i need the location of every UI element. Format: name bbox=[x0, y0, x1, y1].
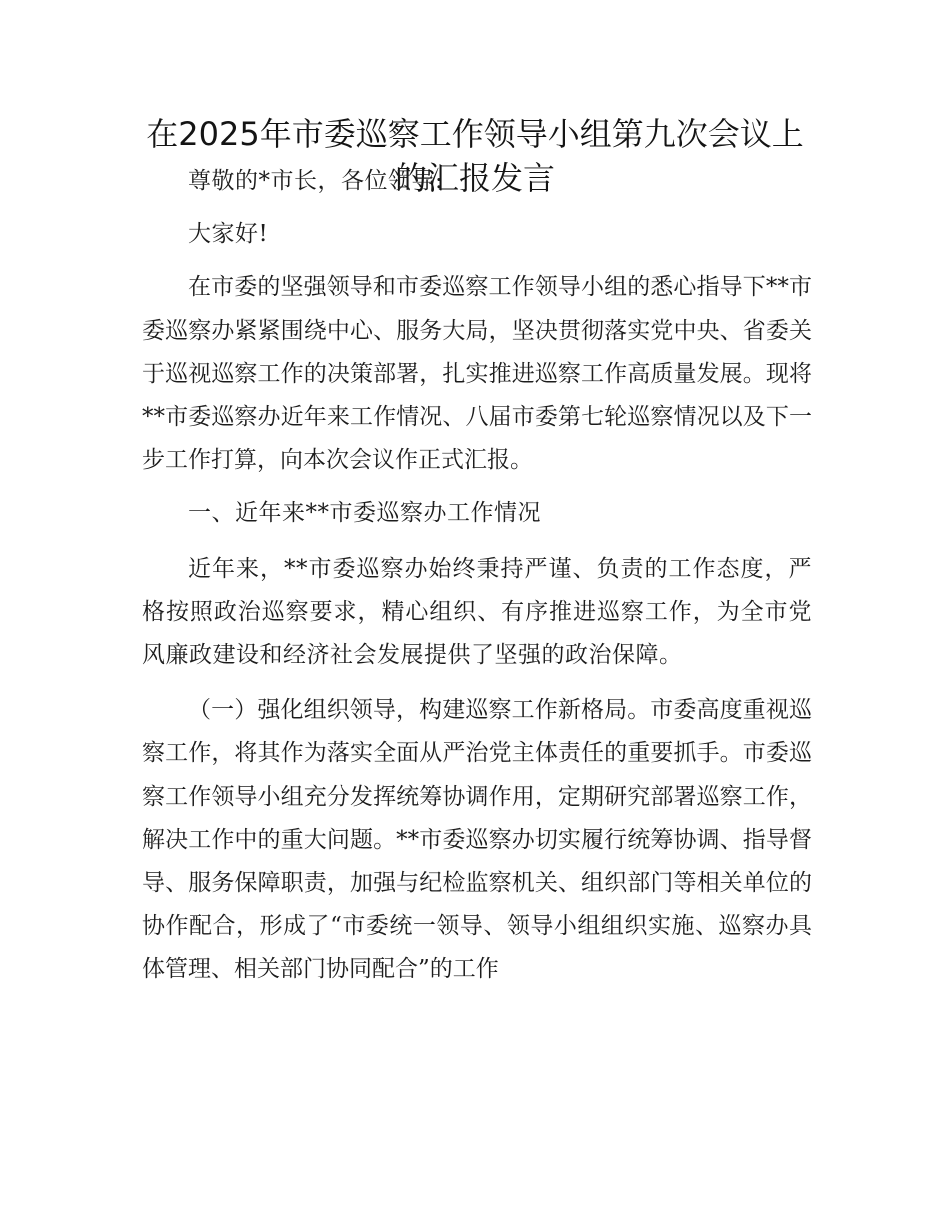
salutation: 尊敬的*市长，各位领导: bbox=[188, 168, 444, 194]
title-line-2: 的汇报发言 bbox=[394, 159, 555, 197]
title-line-1: 在2025年市委巡察工作领导小组第九次会议上 bbox=[146, 115, 804, 153]
section-heading-1: 一、近年来**市委巡察办工作情况 bbox=[188, 500, 541, 527]
greeting: 大家好! bbox=[188, 221, 269, 248]
paragraph-intro: 在市委的坚强领导和市委巡察工作领导小组的悉心指导下**市委巡察办紧紧围绕中心、服务大局，坚决贯彻落实党中央、省委关于巡视巡察工作的决策部署，扎实推进巡察工作高质量发展。现将**市委巡察办近年来工作情况、八届市委第七轮巡察情况以及下一步工作打算，向本次会议作正式汇报。 bbox=[142, 274, 812, 474]
paragraph-overview: 近年来，**市委巡察办始终秉持严谨、负责的工作态度，严格按照政治巡察要求，精心组织、有序推进巡察工作，为全市党风廉政建设和经济社会发展提供了坚强的政治保障。 bbox=[142, 555, 812, 669]
document-body bbox=[142, 158, 812, 992]
paragraph-subsection-1: （一）强化组织领导，构建巡察工作新格局。市委高度重视巡察工作，将其作为落实全面从严治党主体责任的重要抓手。市委巡察工作领导小组充分发挥统筹协调作用，定期研究部署巡察工作，解决工作中的重大问题。**市委巡察办切实履行统筹协调、指导督导、服务保障职责，加强与纪检监察机关、组织部门等相关单位的协作配合，形成了“市委统一领导、领导小组组织实施、巡察办具体管理、相关部门协同配合”的工作 bbox=[142, 697, 812, 983]
